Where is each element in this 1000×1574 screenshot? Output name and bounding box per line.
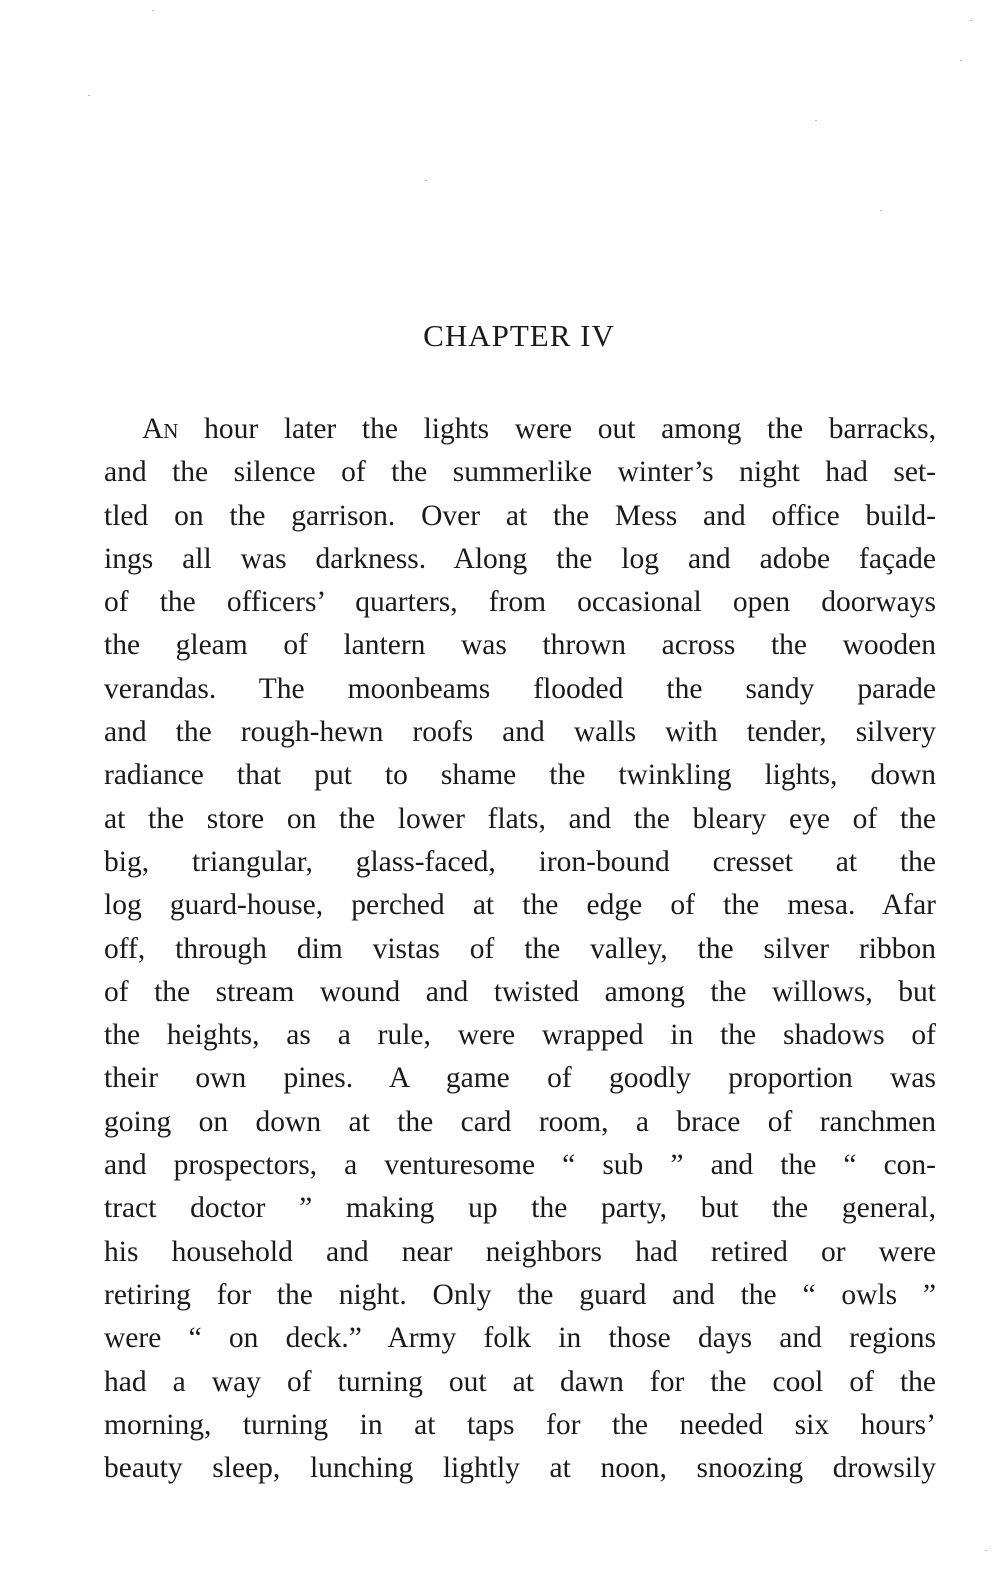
- text-line: at the store on the lower flats, and the bleary eye of the: [104, 802, 936, 835]
- scan-speck: [970, 20, 972, 21]
- text-line: his household and near neighbors had retired or were: [104, 1235, 936, 1268]
- text-line: ings all was darkness. Along the log and adobe façade: [104, 542, 936, 575]
- text-line: had a way of turning out at dawn for the cool of the: [104, 1365, 936, 1398]
- text-line: and prospectors, a venturesome “ sub ” and the “ con-: [104, 1149, 936, 1182]
- text-line: morning, turning in at taps for the needed six hours’: [104, 1408, 936, 1441]
- text-line: log guard-house, perched at the edge of the mesa. Afar: [104, 889, 936, 922]
- text-line: and the silence of the summerlike winter’s night had set-: [104, 456, 936, 489]
- dropcap-word: An: [142, 413, 179, 445]
- chapter-title: CHAPTER IV: [423, 318, 615, 353]
- chapter-paragraph: [104, 408, 936, 1490]
- scan-speck: [815, 120, 817, 121]
- text-line: of the stream wound and twisted among the willows, but: [104, 975, 936, 1008]
- text-line: An hour later the lights were out among the barracks,: [142, 413, 936, 445]
- scan-speck: [88, 95, 90, 96]
- text-line: tract doctor ” making up the party, but the general,: [104, 1192, 936, 1225]
- text-line: off, through dim vistas of the valley, the silver ribbon: [104, 932, 936, 965]
- text-line: big, triangular, glass-faced, iron-bound cresset at the: [104, 845, 936, 878]
- text-line: radiance that put to shame the twinkling lights, down: [104, 759, 936, 792]
- scan-speck: [960, 60, 962, 61]
- text-line: their own pines. A game of goodly proportion was: [104, 1062, 936, 1095]
- scan-speck: [880, 210, 882, 211]
- scan-speck: [985, 1550, 987, 1551]
- text-line: the heights, as a rule, were wrapped in the shadows of: [104, 1019, 936, 1052]
- text-line: of the officers’ quarters, from occasional open doorways: [104, 586, 936, 619]
- scan-speck: [152, 10, 154, 11]
- text-line: verandas. The moonbeams flooded the sandy parade: [104, 672, 936, 705]
- text-line: retiring for the night. Only the guard and the “ owls ”: [104, 1278, 936, 1311]
- text-line: and the rough-hewn roofs and walls with tender, silvery: [104, 716, 936, 749]
- text-line: going on down at the card room, a brace of ranchmen: [104, 1105, 936, 1138]
- text-line: the gleam of lantern was thrown across the wooden: [104, 629, 936, 662]
- text-line: tled on the garrison. Over at the Mess and office build-: [104, 499, 936, 532]
- text-line: were “ on deck.” Army folk in those days and regions: [104, 1322, 936, 1355]
- text-line: beauty sleep, lunching lightly at noon, snoozing drowsily: [104, 1452, 936, 1485]
- scan-speck: [425, 180, 427, 181]
